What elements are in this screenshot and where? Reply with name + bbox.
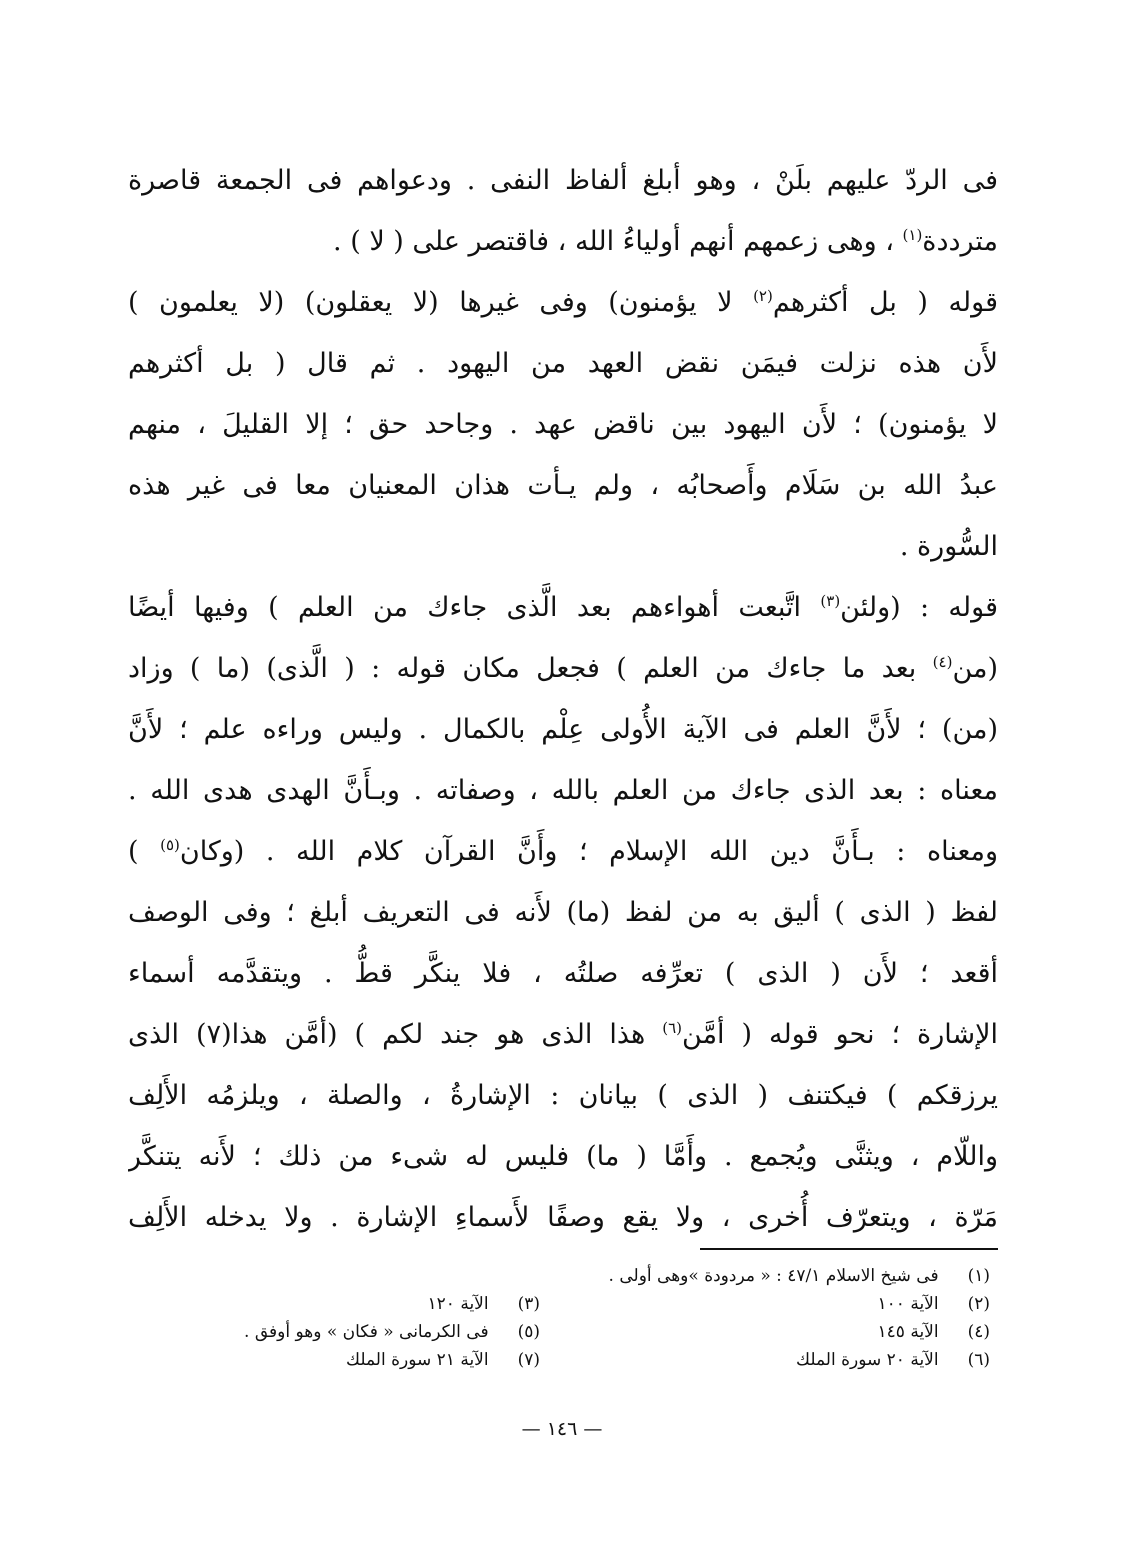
text-line: يرزقكم ) فيكتنف ( الذى ) بيانان : الإشارةُ ، والصلة ، ويلزمُه الأَلِف	[128, 1080, 998, 1111]
footnote-text: الآية ٢١ سورة الملك	[346, 1350, 489, 1370]
footnote	[609, 1262, 990, 1290]
text-line: معناه : بعد الذى جاءك من العلم بالله ، وصفاته . وبـأَنَّ الهدى هدى الله .	[128, 775, 998, 806]
footnote-number: (٣)	[517, 1294, 540, 1314]
text-line: قوله ( بل أكثرهم$^{(٢)}$ لا يؤمنون) وفى غيرها (لا يعقلون) (لا يعلمون )	[128, 287, 998, 318]
footnote-row	[140, 1290, 990, 1318]
text-line: واللّام ، ويثنَّى ويُجمع . وأَمَّا ( ما) فليس له شىء من ذلك ؛ لأَنه يتنكَّر	[128, 1141, 998, 1172]
text-line: فى الردّ عليهم بلَنْ ، وهو أبلغ ألفاظ النفى . ودعواهم فى الجمعة قاصرة	[128, 165, 998, 196]
footnote-marker: (٤)	[932, 653, 953, 671]
text-line: لفظ ( الذى ) أليق به من لفظ (ما) لأَنه فى التعريف أبلغ ؛ وفى الوصف	[128, 897, 998, 928]
footnote-marker: (٢)	[753, 287, 773, 305]
footnote-row	[140, 1262, 990, 1290]
footnote-marker: (١)	[902, 226, 923, 244]
page-number: — ١٤٦ —	[521, 1418, 603, 1440]
footnote-number: (١)	[967, 1266, 990, 1286]
footnote-number: (٤)	[967, 1322, 990, 1342]
text-line: السُّورة .	[899, 531, 998, 562]
footnote-text: الآية ١٠٠	[877, 1294, 939, 1314]
text-line: قوله : (ولئن$^{(٣)}$ اتَّبعت أهواءهم بعد الَّذى جاءك من العلم ) وفيها أيضًا	[128, 592, 998, 623]
text-line: مترددة$^{(١)}$ ، وهى زعمهم أنهم أولياءُ الله ، فاقتصر على ( لا ) .	[333, 226, 998, 257]
text-line: أقعد ؛ لأَن ( الذى ) تعرِّفه صلتُه ، فلا ينكَّر قطُّ . ويتقدَّمه أسماء	[128, 958, 998, 989]
footnote-text: الآية ٢٠ سورة الملك	[796, 1350, 939, 1370]
footnote	[428, 1290, 540, 1318]
footnote	[878, 1318, 990, 1346]
text-line: لا يؤمنون) ؛ لأَن اليهود بين ناقض عهد . وجاحد حق ؛ إلا القليلَ ، منهم	[128, 409, 998, 440]
text-line: مَرّة ، ويتعرّف أُخرى ، ولا يقع وصفًا لأَسماءِ الإشارة . ولا يدخله الأَلِف	[128, 1202, 998, 1233]
footnote-marker: (٥)	[160, 836, 180, 854]
footnote-divider	[700, 1248, 998, 1250]
footnote	[244, 1318, 540, 1346]
text-line: (من$^{(٤)}$ بعد ما جاءك من العلم ) فجعل مكان قوله : ( الَّذى) (ما ) وزاد	[128, 653, 998, 684]
footnote	[878, 1290, 990, 1318]
text-line: لأَن هذه نزلت فيمَن نقض العهد من اليهود . ثم قال ( بل أكثرهم	[128, 348, 998, 379]
footnote-number: (٢)	[967, 1294, 990, 1314]
footnote-text: الآية ١٢٠	[427, 1294, 489, 1314]
footnote-marker: (٣)	[820, 592, 841, 610]
footnote-number: (٥)	[517, 1322, 540, 1342]
footnote-row	[140, 1318, 990, 1346]
footnote-number: (٦)	[967, 1350, 990, 1370]
footnote-text: فى الكرمانى « فكان » وهو أوفق .	[244, 1322, 489, 1342]
footnote	[346, 1346, 540, 1374]
footnote-number: (٧)	[517, 1350, 540, 1370]
footnote-marker: (٦)	[662, 1019, 683, 1037]
main-text	[128, 150, 998, 1248]
footnotes	[140, 1262, 990, 1374]
footnote-row	[140, 1346, 990, 1374]
text-line: (من) ؛ لأَنَّ العلم فى الآية الأُولى عِلْم بالكمال . وليس وراءه علم ؛ لأَنَّ	[128, 714, 998, 745]
footnote-text: فى شيخ الاسلام ٤٧/١ : « مردودة »وهى أولى .	[608, 1266, 939, 1286]
text-line: عبدُ الله بن سَلَام وأَصحابُه ، ولم يـأت هذان المعنيان معا فى غير هذه	[128, 470, 998, 501]
text-line: ومعناه : بـأَنَّ دين الله الإسلام ؛ وأَنَّ القرآن كلام الله . (وكان$^{(٥)}$ )	[128, 836, 998, 867]
footnote-text: الآية ١٤٥	[877, 1322, 939, 1342]
text-line: الإشارة ؛ نحو قوله ( أمَّن$^{(٦)}$ هذا الذى هو جند لكم ) (أمَّن هذا(٧) الذى	[128, 1019, 998, 1050]
footnote	[796, 1346, 990, 1374]
